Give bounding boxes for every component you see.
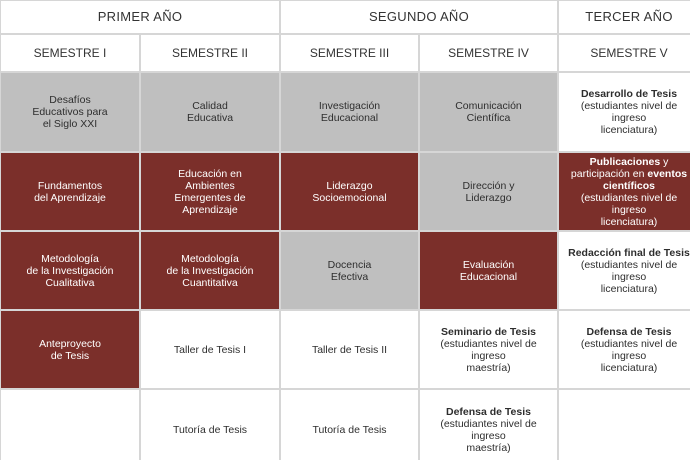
thesis-cell-content: [426, 406, 551, 454]
thesis-title: Desarrollo de Tesis: [580, 88, 678, 100]
thesis-cell-content: [565, 326, 690, 374]
course-cell: Metodología de la Investigación Cuantitativa: [141, 232, 279, 309]
thesis-note: (estudiantes nivel de ingreso maestría): [440, 418, 537, 454]
thesis-cell: [559, 232, 690, 309]
thesis-title: Seminario de Tesis: [441, 325, 536, 338]
course-cell: Docencia Efectiva: [281, 232, 418, 309]
empty-cell: [559, 390, 690, 470]
thesis-cell: [420, 311, 557, 388]
thesis-cell: [559, 311, 690, 388]
year-header-2: SEGUNDO AÑO: [281, 1, 557, 33]
course-cell: Calidad Educativa: [141, 73, 279, 151]
thesis-note: (estudiantes nivel de ingreso licenciatura): [580, 100, 678, 136]
empty-cell: [1, 390, 139, 470]
thesis-cell: [559, 73, 690, 151]
thesis-note: (estudiantes nivel de ingreso maestría): [440, 337, 537, 374]
year-header-1: PRIMER AÑO: [1, 1, 279, 33]
course-cell: Anteproyecto de Tesis: [1, 311, 139, 388]
thesis-title: Publicaciones: [589, 155, 661, 168]
course-cell: Investigación Educacional: [281, 73, 418, 151]
course-cell: Taller de Tesis II: [281, 311, 418, 388]
course-cell: Fundamentos del Aprendizaje: [1, 153, 139, 230]
thesis-cell-content: [565, 156, 690, 228]
course-cell: Dirección y Liderazgo: [420, 153, 557, 230]
thesis-cell: [420, 390, 557, 470]
thesis-cell-content: [565, 88, 690, 136]
semester-header-3: SEMESTRE III: [281, 35, 418, 71]
thesis-cell-content: [565, 247, 690, 295]
thesis-note: (estudiantes nivel de ingreso licenciatura): [580, 258, 678, 295]
course-cell: Liderazgo Socioemocional: [281, 153, 418, 230]
semester-header-5: SEMESTRE V: [559, 35, 690, 71]
course-cell: Desafíos Educativos para el Siglo XXI: [1, 73, 139, 151]
thesis-text: y participación en: [570, 155, 669, 180]
course-cell: Tutoría de Tesis: [281, 390, 418, 470]
thesis-note: (estudiantes nivel de ingreso licenciatura): [580, 337, 678, 374]
thesis-note: (estudiantes nivel de ingreso licenciatura): [580, 191, 678, 228]
thesis-title: Defensa de Tesis: [445, 406, 531, 418]
course-cell: Educación en Ambientes Emergentes de Aprendizaje: [141, 153, 279, 230]
thesis-title: Defensa de Tesis: [586, 325, 672, 338]
course-cell: Comunicación Científica: [420, 73, 557, 151]
thesis-title: Redacción final de Tesis: [568, 246, 690, 259]
course-cell: Tutoría de Tesis: [141, 390, 279, 470]
semester-header-4: SEMESTRE IV: [420, 35, 557, 71]
semester-header-1: SEMESTRE I: [1, 35, 139, 71]
course-cell: Evaluación Educacional: [420, 232, 557, 309]
semester-header-2: SEMESTRE II: [141, 35, 279, 71]
year-header-3: TERCER AÑO: [559, 1, 690, 33]
thesis-title-2: eventos científicos: [603, 167, 688, 192]
course-cell: Metodología de la Investigación Cualitativa: [1, 232, 139, 309]
thesis-cell-content: [426, 326, 551, 374]
course-cell: Taller de Tesis I: [141, 311, 279, 388]
thesis-cell: [559, 153, 690, 230]
